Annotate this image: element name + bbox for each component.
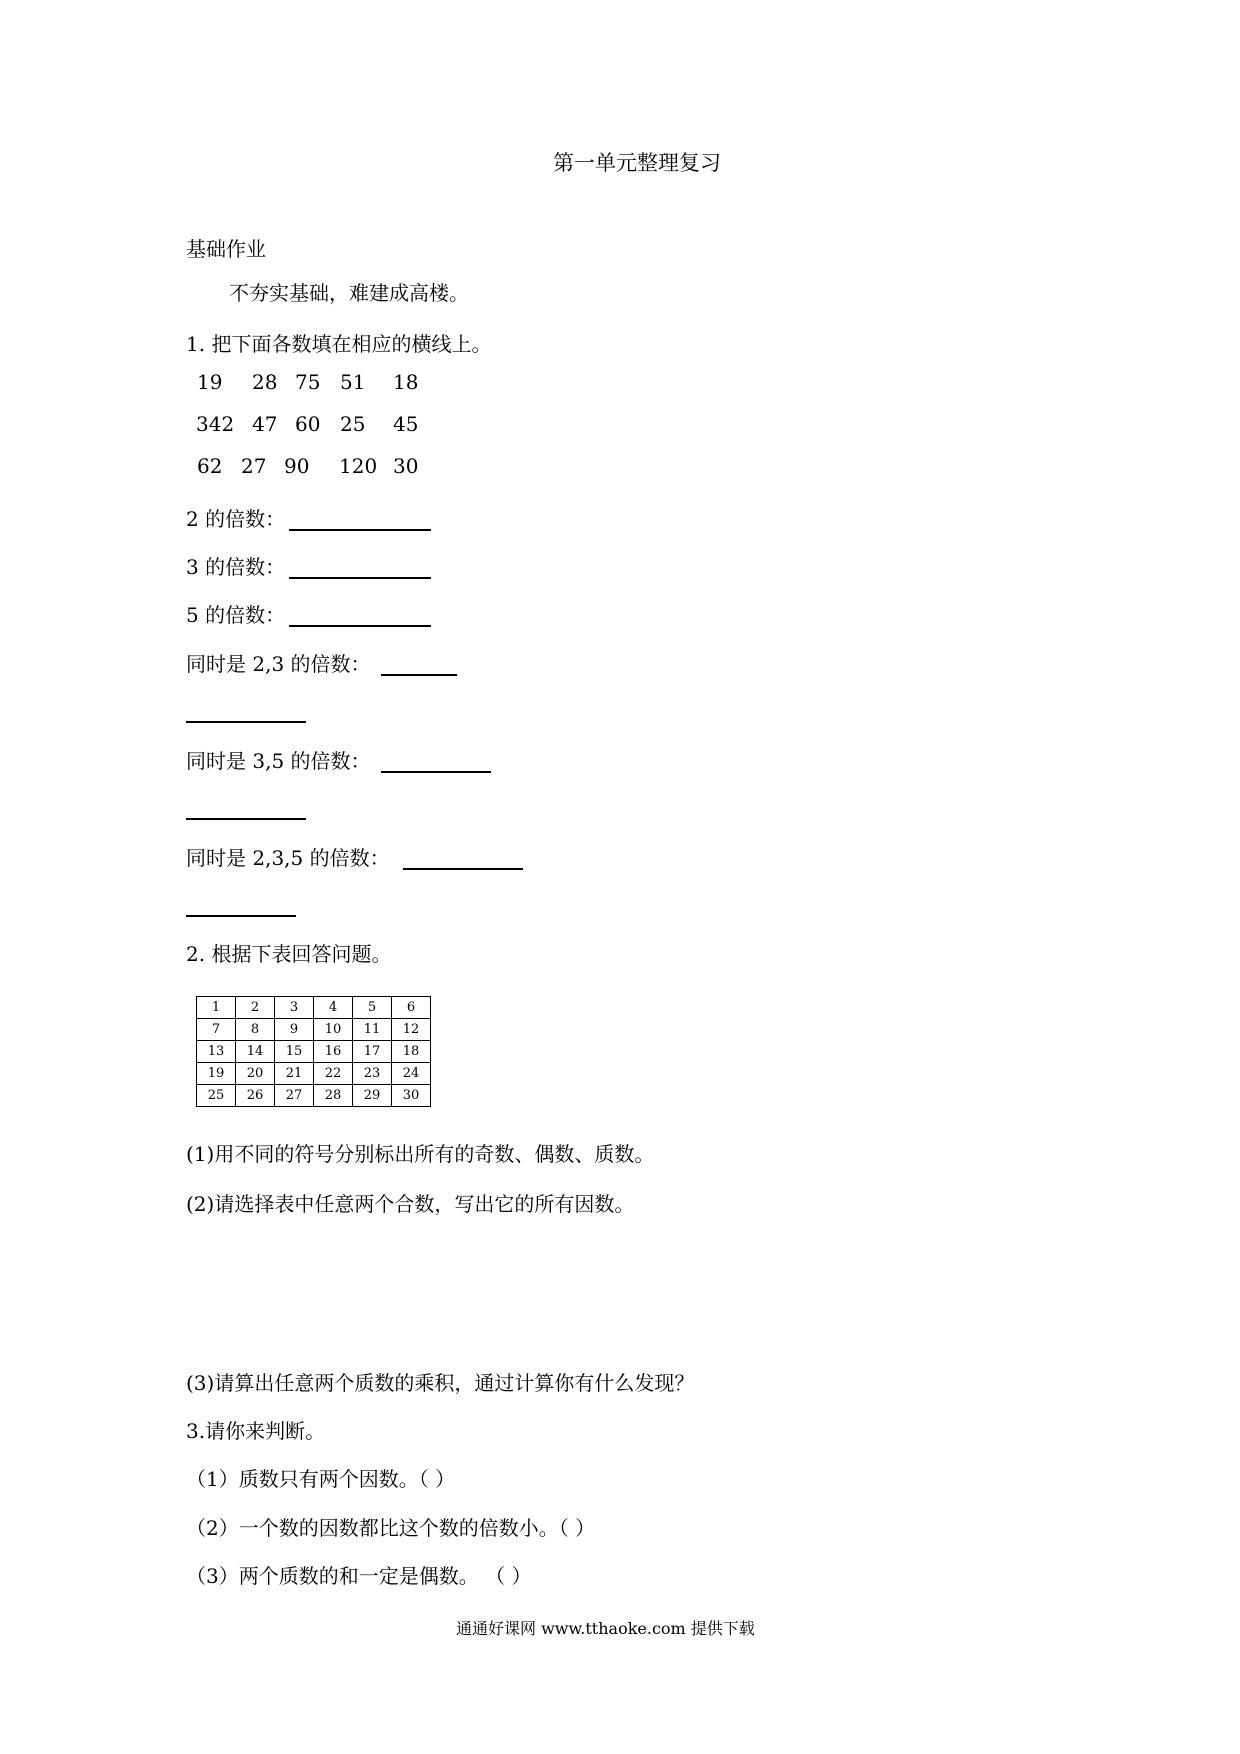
number: 25 [340, 412, 366, 436]
table-row [197, 997, 431, 1019]
table-cell[interactable]: 3 [275, 997, 314, 1019]
table-cell[interactable]: 8 [236, 1019, 275, 1041]
page-title: 第一单元整理复习 [553, 151, 721, 175]
number: 342 [196, 412, 235, 436]
number: 120 [339, 454, 378, 478]
table-cell[interactable]: 23 [353, 1063, 392, 1085]
number: 47 [252, 412, 278, 436]
table-cell[interactable]: 24 [392, 1063, 431, 1085]
motto: 不夯实基础，难建成高楼。 [229, 281, 469, 305]
footer-source: 通通好课网 www.tthaoke.com 提供下载 [456, 1619, 755, 1638]
answer-line[interactable] [289, 529, 431, 531]
judgement-item: （2）一个数的因数都比这个数的倍数小。（ ） [186, 1516, 596, 1540]
table-cell[interactable]: 7 [197, 1019, 236, 1041]
section-heading: 基础作业 [186, 237, 266, 261]
question-2-sub-2: (2)请选择表中任意两个合数，写出它的所有因数。 [186, 1192, 635, 1216]
table-cell[interactable]: 9 [275, 1019, 314, 1041]
table-cell[interactable]: 20 [236, 1063, 275, 1085]
table-row [197, 1085, 431, 1107]
number: 62 [197, 454, 223, 478]
table-cell[interactable]: 6 [392, 997, 431, 1019]
multiples-of-5-label: 5 的倍数： [186, 603, 286, 627]
table-row [197, 1041, 431, 1063]
question-2-sub-3: (3)请算出任意两个质数的乘积，通过计算你有什么发现？ [186, 1371, 695, 1395]
multiples-of-2-label: 2 的倍数： [186, 507, 286, 531]
number: 90 [284, 454, 310, 478]
answer-line[interactable] [186, 915, 296, 917]
table-cell[interactable]: 18 [392, 1041, 431, 1063]
table-cell[interactable]: 27 [275, 1085, 314, 1107]
number: 45 [393, 412, 419, 436]
number: 30 [393, 454, 419, 478]
multiples-of-2-3-label: 同时是 2,3 的倍数： [186, 652, 371, 676]
table-cell[interactable]: 25 [197, 1085, 236, 1107]
table-cell[interactable]: 14 [236, 1041, 275, 1063]
judgement-item: （1）质数只有两个因数。（ ） [186, 1467, 456, 1491]
table-cell[interactable]: 10 [314, 1019, 353, 1041]
judgement-item: （3）两个质数的和一定是偶数。 （ ） [186, 1564, 532, 1588]
table-cell[interactable]: 1 [197, 997, 236, 1019]
answer-line[interactable] [381, 674, 457, 676]
number: 19 [197, 370, 223, 394]
table-cell[interactable]: 28 [314, 1085, 353, 1107]
table-cell[interactable]: 16 [314, 1041, 353, 1063]
table-cell[interactable]: 17 [353, 1041, 392, 1063]
table-cell[interactable]: 11 [353, 1019, 392, 1041]
question-2-sub-1: (1)用不同的符号分别标出所有的奇数、偶数、质数。 [186, 1142, 655, 1166]
number: 51 [340, 370, 366, 394]
table-cell[interactable]: 4 [314, 997, 353, 1019]
table-cell[interactable]: 26 [236, 1085, 275, 1107]
table-cell[interactable]: 22 [314, 1063, 353, 1085]
question-3-prompt: 3.请你来判断。 [186, 1419, 326, 1443]
table-cell[interactable]: 30 [392, 1085, 431, 1107]
table-cell[interactable]: 12 [392, 1019, 431, 1041]
question-1-prompt: 1. 把下面各数填在相应的横线上。 [186, 332, 492, 356]
multiples-of-3-5-label: 同时是 3,5 的倍数： [186, 749, 371, 773]
table-cell[interactable]: 21 [275, 1063, 314, 1085]
multiples-of-2-3-5-label: 同时是 2,3,5 的倍数： [186, 846, 390, 870]
table-cell[interactable]: 13 [197, 1041, 236, 1063]
table-cell[interactable]: 15 [275, 1041, 314, 1063]
answer-line[interactable] [186, 818, 306, 820]
table-cell[interactable]: 29 [353, 1085, 392, 1107]
answer-line[interactable] [289, 577, 431, 579]
number: 75 [295, 370, 321, 394]
table-cell[interactable]: 19 [197, 1063, 236, 1085]
multiples-of-3-label: 3 的倍数： [186, 555, 286, 579]
number: 18 [393, 370, 419, 394]
question-2-prompt: 2. 根据下表回答问题。 [186, 942, 392, 966]
number: 28 [252, 370, 278, 394]
number: 27 [241, 454, 267, 478]
table-cell[interactable]: 2 [236, 997, 275, 1019]
answer-line[interactable] [186, 721, 306, 723]
number-table [196, 996, 431, 1107]
answer-line[interactable] [403, 868, 523, 870]
table-row [197, 1019, 431, 1041]
number: 60 [295, 412, 321, 436]
answer-line[interactable] [289, 625, 431, 627]
answer-line[interactable] [381, 771, 491, 773]
table-cell[interactable]: 5 [353, 997, 392, 1019]
table-row [197, 1063, 431, 1085]
